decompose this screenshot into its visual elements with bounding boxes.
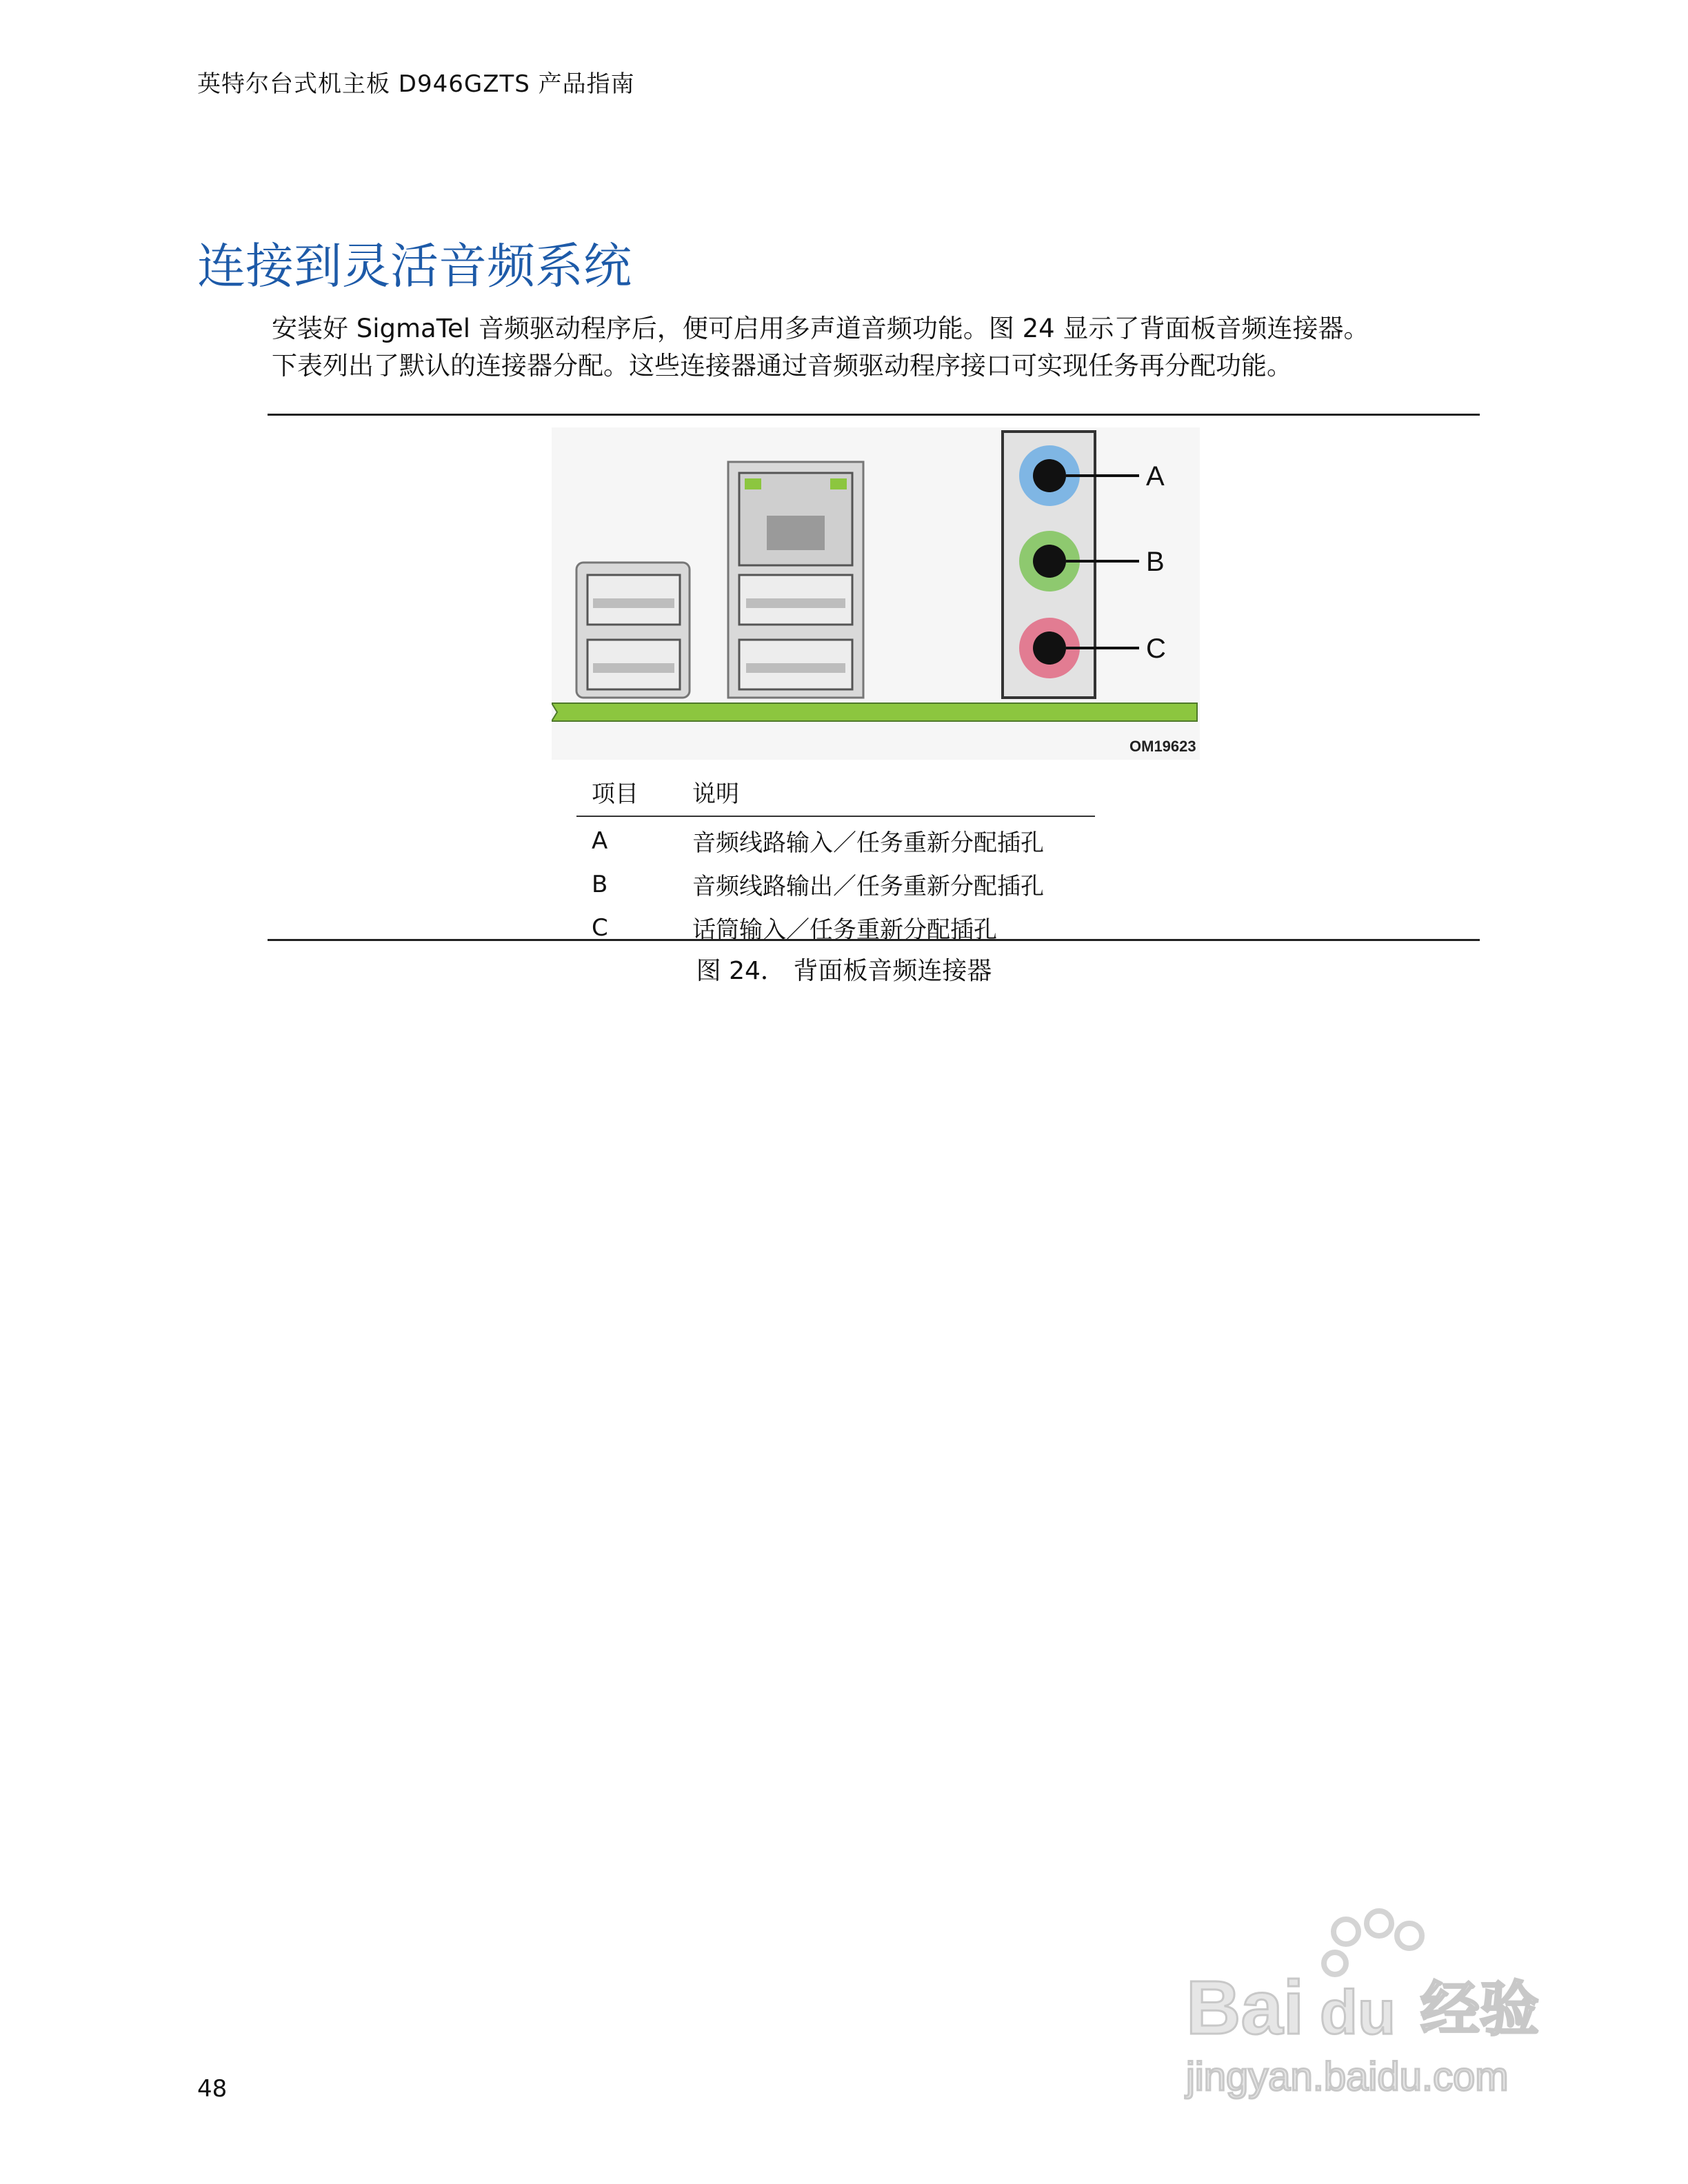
section-title: 连接到灵活音频系统: [197, 238, 632, 294]
lan-led-right: [830, 478, 847, 489]
callout-b: B: [1146, 547, 1165, 577]
intro-paragraph: [272, 310, 1499, 385]
watermark-brand-suffix: du: [1320, 1979, 1396, 2048]
callout-a: A: [1146, 461, 1165, 492]
paw-icon: [1324, 1911, 1422, 1974]
usb-stack-left: [576, 563, 690, 698]
legend-header-description: 说明: [677, 771, 1095, 816]
baidu-watermark-logo: [1172, 1903, 1586, 2110]
figure-id: OM19623: [1129, 738, 1196, 755]
legend-item: C: [592, 913, 608, 942]
jack-c-hole: [1033, 631, 1066, 665]
page-number: 48: [197, 2075, 228, 2103]
legend-description: 话筒输入／任务重新分配插孔: [692, 916, 997, 944]
legend-item: A: [592, 827, 608, 855]
legend-item: B: [592, 870, 608, 898]
watermark-brand: Bai: [1186, 1965, 1305, 2050]
lan-led-left: [745, 478, 761, 489]
watermark-product: 经验: [1420, 1975, 1539, 2044]
jack-b-hole: [1033, 545, 1066, 578]
legend-header-row: [576, 771, 1095, 816]
intro-line-2: 下表列出了默认的连接器分配。这些连接器通过音频驱动程序接口可实现任务再分配功能。: [272, 351, 1292, 381]
legend-description: 音频线路输入／任务重新分配插孔: [692, 829, 1044, 857]
bottom-rule: [268, 939, 1480, 941]
back-panel-figure: [552, 427, 1200, 760]
lan-usb-stack: [728, 462, 863, 698]
legend-description: 音频线路输出／任务重新分配插孔: [692, 873, 1044, 900]
watermark-url: jingyan.baidu.com: [1186, 2054, 1509, 2099]
table-row: [576, 860, 1095, 904]
jack-a-hole: [1033, 459, 1066, 492]
table-row: [576, 816, 1095, 860]
running-header: 英特尔台式机主板 D946GZTS 产品指南: [197, 70, 635, 98]
legend-header-item: 项目: [576, 771, 677, 816]
top-rule: [268, 414, 1480, 416]
board-edge: [552, 703, 1197, 721]
legend-table: [576, 771, 1095, 947]
intro-line-1: 安装好 SigmaTel 音频驱动程序后，便可启用多声道音频功能。图 24 显示了背面板音频连接器。: [272, 314, 1369, 343]
figure-caption: 图 24． 背面板音频连接器: [696, 957, 992, 985]
callout-c: C: [1146, 634, 1166, 664]
